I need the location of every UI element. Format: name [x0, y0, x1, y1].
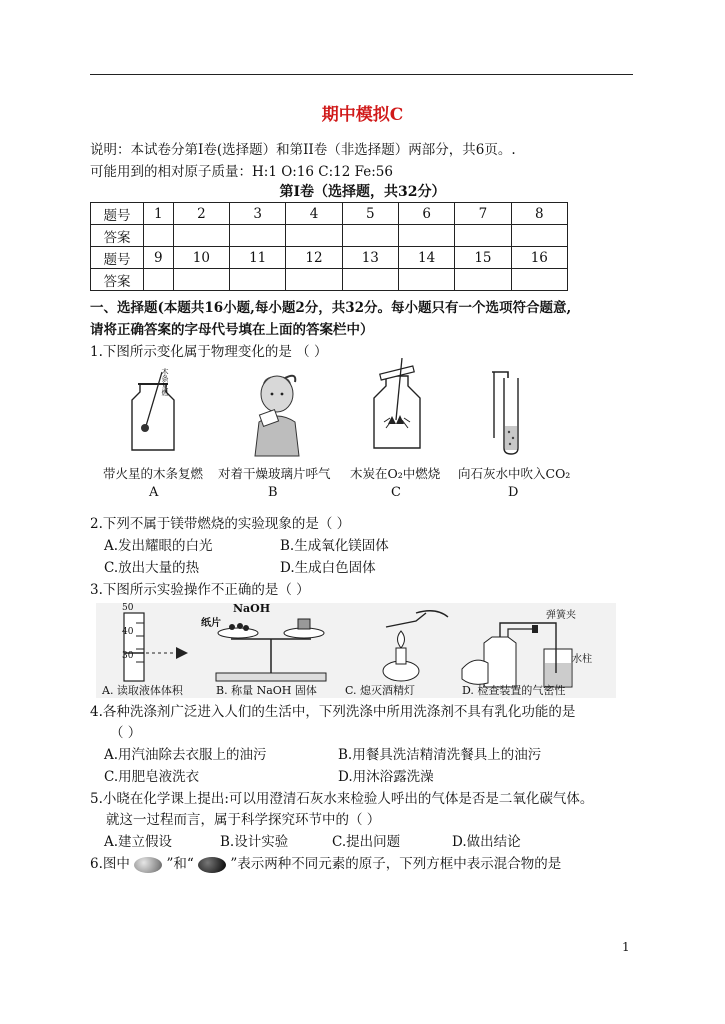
table-row	[91, 247, 568, 269]
intro-line-2: 可能用到的相对原子质量：H:1 O:16 C:12 Fe:56	[90, 164, 393, 180]
answer-cell[interactable]	[230, 269, 286, 291]
q3-caption-b: B. 称量 NaOH 固体	[216, 684, 317, 697]
q3-label-water-column: 水柱	[572, 654, 592, 665]
q3-label-paper: 纸片	[201, 618, 221, 629]
q4-stem-1: 4.各种洗涤剂广泛进入人们的生活中，下列洗涤中所用洗涤剂不具有乳化功能的是	[90, 704, 576, 720]
row-label-number: 题号	[91, 247, 144, 269]
intro-line-1: 说明：本试卷分第Ⅰ卷(选择题）和第II卷（非选择题）两部分，共6页。.	[90, 142, 516, 158]
q5-option-d: D.做出结论	[452, 834, 521, 850]
table-row	[91, 225, 568, 247]
q2-option-b: B.生成氧化镁固体	[280, 538, 389, 554]
table-cell: 8	[511, 203, 567, 225]
q5-stem-2: 就这一过程而言，属于科学探究环节中的（ ）	[106, 812, 381, 828]
q5-stem-1: 5.小晓在化学课上提出:可以用澄清石灰水来检验人呼出的气体是否是二氧化碳气体。	[90, 791, 594, 807]
answer-table	[90, 202, 568, 291]
table-cell: 3	[230, 203, 286, 225]
answer-cell[interactable]	[342, 269, 398, 291]
q1-letter-d: D	[508, 485, 519, 500]
grey-atom-icon	[134, 857, 162, 873]
q3-stem: 3.下图所示实验操作不正确的是（ ）	[90, 582, 310, 598]
q6-stem-part3: ”表示两种不同元素的原子，下列方框中表示混合物的是	[230, 856, 562, 872]
table-cell: 4	[286, 203, 342, 225]
answer-cell[interactable]	[173, 225, 229, 247]
q6-stem-part1: 6.图中	[90, 856, 130, 872]
part1-title: 第Ⅰ卷（选择题，共32分）	[279, 184, 446, 200]
q1-figure-a-label: 木条复燃	[161, 368, 169, 396]
q2-option-a: A.发出耀眼的白光	[104, 538, 213, 554]
table-cell: 1	[144, 203, 174, 225]
q1-stem: 1.下图所示变化属于物理变化的是 （ ）	[90, 344, 328, 360]
q1-figure-a-jar	[118, 370, 188, 455]
q4-stem-2: （ ）	[110, 725, 142, 741]
q4-option-b: B.用餐具洗洁精清洗餐具上的油污	[338, 747, 542, 763]
q3-tick-40: 40	[122, 627, 134, 637]
q4-option-c: C.用肥皂液洗衣	[104, 769, 200, 785]
answer-cell[interactable]	[173, 269, 229, 291]
q1-figure-c-bottle	[362, 358, 432, 453]
q2-option-d: D.生成白色固体	[280, 560, 376, 576]
q6-stem	[90, 852, 561, 873]
table-cell: 5	[342, 203, 398, 225]
answer-cell[interactable]	[455, 225, 511, 247]
q6-stem-part2: ”和“	[166, 856, 194, 872]
answer-cell[interactable]	[455, 269, 511, 291]
section1-heading-1: 一、选择题(本题共16小题,每小题2分，共32分。每小题只有一个选项符合题意,	[90, 300, 572, 316]
table-cell: 15	[455, 247, 511, 269]
q3-caption-c: C. 熄灭酒精灯	[345, 684, 416, 697]
q5-option-c: C.提出问题	[332, 834, 401, 850]
answer-cell[interactable]	[511, 225, 567, 247]
table-cell: 6	[398, 203, 454, 225]
q1-caption-b: 对着干燥玻璃片呼气	[218, 466, 331, 481]
q4-option-a: A.用汽油除去衣服上的油污	[104, 747, 267, 763]
q3-caption-d: D. 检查装置的气密性	[462, 684, 566, 697]
answer-cell[interactable]	[286, 225, 342, 247]
table-cell: 13	[342, 247, 398, 269]
table-cell: 7	[455, 203, 511, 225]
q5-option-b: B.设计实验	[220, 834, 289, 850]
row-label-answer: 答案	[91, 269, 144, 291]
answer-cell[interactable]	[230, 225, 286, 247]
answer-cell[interactable]	[144, 225, 174, 247]
q2-option-c: C.放出大量的热	[104, 560, 200, 576]
q1-letter-c: C	[391, 485, 401, 500]
q3-caption-a: A. 读取液体体积	[102, 684, 183, 697]
page-number: 1	[622, 940, 630, 954]
page-title: 期中模拟C	[321, 105, 404, 125]
table-cell: 14	[398, 247, 454, 269]
q1-letter-a: A	[149, 485, 159, 500]
q3-label-naoh: NaOH	[233, 602, 271, 615]
q1-figure-b-girl	[245, 372, 305, 457]
q1-caption-a: 带火星的木条复燃	[103, 466, 204, 481]
table-row	[91, 269, 568, 291]
q1-letter-b: B	[268, 485, 278, 500]
answer-cell[interactable]	[511, 269, 567, 291]
section1-heading-2: 请将正确答案的字母代号填在上面的答案栏中）	[90, 322, 374, 338]
table-cell: 9	[144, 247, 174, 269]
table-cell: 16	[511, 247, 567, 269]
q5-option-a: A.建立假设	[104, 834, 173, 850]
table-cell: 10	[173, 247, 229, 269]
black-atom-icon	[198, 857, 226, 873]
table-cell: 2	[173, 203, 229, 225]
table-cell: 12	[286, 247, 342, 269]
answer-cell[interactable]	[398, 225, 454, 247]
answer-cell[interactable]	[342, 225, 398, 247]
table-row	[91, 203, 568, 225]
header-rule	[90, 74, 633, 75]
q1-figure-d-testtube	[480, 368, 530, 458]
answer-cell[interactable]	[286, 269, 342, 291]
answer-cell[interactable]	[144, 269, 174, 291]
answer-cell[interactable]	[398, 269, 454, 291]
table-cell: 11	[230, 247, 286, 269]
q3-tick-30: 30	[122, 651, 134, 661]
q3-label-clip: 弹簧夹	[546, 610, 576, 621]
row-label-number: 题号	[91, 203, 144, 225]
row-label-answer: 答案	[91, 225, 144, 247]
q2-stem: 2.下列不属于镁带燃烧的实验现象的是（ ）	[90, 516, 351, 532]
q4-option-d: D.用沐浴露洗澡	[338, 769, 434, 785]
q1-caption-d: 向石灰水中吹入CO₂	[458, 466, 571, 481]
q1-caption-c: 木炭在O₂中燃烧	[350, 466, 441, 481]
q3-tick-50: 50	[122, 603, 134, 613]
